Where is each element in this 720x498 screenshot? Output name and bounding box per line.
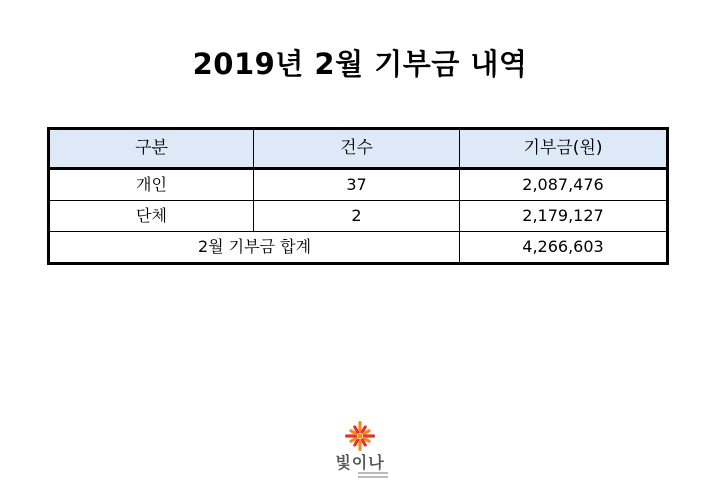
table-row: [49, 201, 668, 232]
cell-amount: 2,179,127: [460, 201, 668, 232]
page-title: 2019년 2월 기부금 내역: [192, 47, 528, 81]
total-label: 2월 기부금 합계: [49, 232, 460, 264]
donation-table: [47, 127, 669, 265]
foundation-logo: [324, 420, 396, 490]
logo-subtext-lines: [358, 472, 388, 480]
cell-category: 개인: [49, 169, 254, 201]
header-count: 건수: [254, 129, 460, 169]
total-amount: 4,266,603: [460, 232, 668, 264]
table-header-row: [49, 129, 668, 169]
cell-count: 2: [254, 201, 460, 232]
sunburst-icon: [344, 420, 376, 452]
header-amount: 기부금(원): [460, 129, 668, 169]
cell-amount: 2,087,476: [460, 169, 668, 201]
table-row: [49, 169, 668, 201]
logo-text: 빛이나: [335, 453, 385, 472]
header-category: 구분: [49, 129, 254, 169]
cell-count: 37: [254, 169, 460, 201]
table-total-row: [49, 232, 668, 264]
cell-category: 단체: [49, 201, 254, 232]
